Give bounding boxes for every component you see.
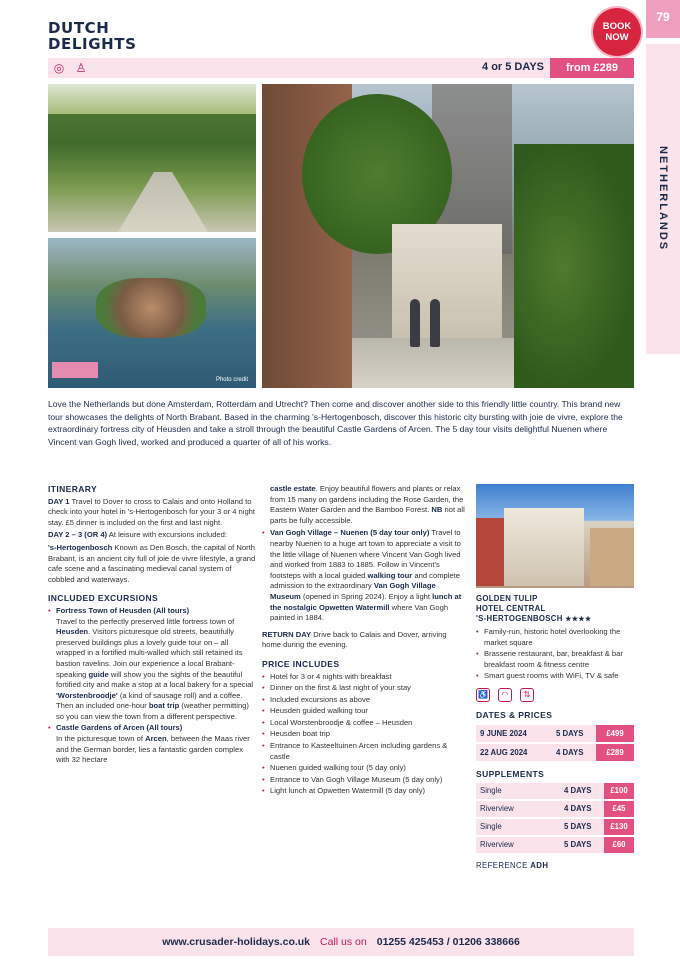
book-now-button[interactable] xyxy=(593,8,641,56)
intro-paragraph: Love the Netherlands but done Amsterdam, Rotterdam and Utrecht? Then come and discover another side to this friendly little country. This brand new tour showcases the delights of North Brabant. Based in the charming 's-Hertogenbosch, discover this historic city bursting with joie de vivre, explore the extraordinary fortress city of Heusden and take a stroll through the beautiful Castle Gardens of Arcen. The 5 day tour visits delightful Nuenen where Vincent van Gogh lived, worked and produced a quarter of all of his works. xyxy=(48,399,623,447)
list-item: • Nuenen guided walking tour (5 day only) xyxy=(262,763,467,774)
supplements-heading: SUPPLEMENTS xyxy=(476,768,545,779)
van-gogh-list xyxy=(262,528,467,623)
list-item: • Family-run, historic hotel overlooking the market square xyxy=(476,627,634,648)
list-item: • Local Worstenbroodje & coffee – Heusden xyxy=(262,718,467,729)
call-label: Call us on xyxy=(320,936,367,948)
hotel-facility-icons xyxy=(476,688,634,702)
list-item: • Light lunch at Opwetten Watermill (5 day only) xyxy=(262,786,467,797)
side-tab-label: NETHERLANDS xyxy=(657,146,669,252)
table-row: 9 JUNE 2024 5 DAYS £499 xyxy=(476,725,634,742)
accessibility-icon: ♿ xyxy=(476,688,490,702)
day1-text: DAY 1 Travel to Dover to cross to Calais and onto Holland to check into your hotel in 's-Hertogenbosch for your 3 or 4 night stay. £5 dinner is included on the first and last night. xyxy=(48,496,256,527)
tour-duration: 4 or 5 DAYS xyxy=(482,61,544,73)
lift-icon: ⇅ xyxy=(520,688,534,702)
book-now-line-1: BOOK xyxy=(602,21,632,32)
title-line-1: DUTCH xyxy=(48,19,110,37)
dates-heading: DATES & PRICES xyxy=(476,709,553,720)
hotel-stars: ★★★★ xyxy=(565,616,592,623)
hotel-features xyxy=(476,627,634,682)
garden-path-photo xyxy=(48,84,256,232)
arcen-continued: castle estate. Enjoy beautiful flowers and plants or relax from 15 many on gardens including the Rose Garden, the Eastern Water Garden and the Bamboo Forest. NB not all parts be fully accessible. xyxy=(270,484,465,525)
list-item: • Included excursions as above xyxy=(262,695,467,706)
walking-icon: ♙ xyxy=(75,61,87,75)
hotel-photo xyxy=(476,484,634,588)
details-column xyxy=(262,484,467,798)
photo-credit: Photo credit xyxy=(215,377,248,383)
list-item: • Castle Gardens of Arcen (All tours) In the picturesque town of Arcen, between the Maas river and the German border, lies a fantastic garden complex with 32 hectare xyxy=(48,723,256,765)
street-scene-photo xyxy=(262,84,634,388)
excursions-list xyxy=(48,606,256,766)
wifi-icon: ◠ xyxy=(498,688,512,702)
page-title xyxy=(48,20,137,52)
table-row: 22 AUG 2024 4 DAYS £289 xyxy=(476,744,634,761)
fortress-aerial-photo xyxy=(48,238,256,388)
hotel-column xyxy=(476,484,634,872)
reference-code: REFERENCE ADH xyxy=(476,861,549,871)
price-from-badge: from £289 xyxy=(550,58,634,78)
return-day: RETURN DAY Drive back to Calais and Dover, arriving home during the evening. xyxy=(262,629,447,650)
hotel-name: GOLDEN TULIP HOTEL CENTRAL 'S-HERTOGENBOSCH ★★★★ xyxy=(476,594,592,623)
list-item: • Fortress Town of Heusden (All tours) Travel to the perfectly preserved little fortress town of Heusden. Visitors picturesque old streets, beautifully preserved buildings plus a lovely guide tour on – all wrapped in a fortified multi-walled which still retained its bastion ravelins. Join our experience a local Brabant-speaking guide will show you the sights of the beautiful fortified city and make a stop at a local bakery for a special 'Worstenbroodje' (a kind of sausage roll) and a coffee. Then an included one-hour boat trip (weather permitting) so you can view the town from a different perspective. xyxy=(48,606,256,723)
price-includes-heading: PRICE INCLUDES xyxy=(262,658,340,669)
table-row: Riverview 4 DAYS £45 xyxy=(476,801,634,817)
coach-icon: ◎ xyxy=(53,61,65,75)
excursions-heading: INCLUDED EXCURSIONS xyxy=(48,593,159,604)
city-description: 's-Hertogenbosch Known as Den Bosch, the capital of North Brabant, is an ancient city full of joie de vivre lifestyle, a grand cafe scene and a fascinating medieval canal system of cobbled and waterways. xyxy=(48,542,256,584)
table-row: Riverview 5 DAYS £60 xyxy=(476,837,634,853)
price-includes-list xyxy=(262,672,467,798)
table-row: Single 4 DAYS £100 xyxy=(476,783,634,799)
book-now-line-2: NOW xyxy=(605,32,629,43)
list-item: • Entrance to Van Gogh Village Museum (5 day only) xyxy=(262,775,467,786)
phone-numbers[interactable]: 01255 425453 / 01206 338666 xyxy=(376,936,520,948)
itinerary-heading: ITINERARY xyxy=(48,484,98,494)
tour-info-bar xyxy=(48,58,634,78)
table-row: Single 5 DAYS £130 xyxy=(476,819,634,835)
photo-tag xyxy=(52,362,98,378)
list-item: • Entrance to Kasteeltuinen Arcen including gardens & castle xyxy=(262,741,467,762)
list-item: • Smart guest rooms with WiFi, TV & safe xyxy=(476,671,634,682)
itinerary-column xyxy=(48,484,256,767)
day2-text: DAY 2 – 3 (OR 4) At leisure with excursions included: xyxy=(48,530,227,540)
footer-bar xyxy=(48,928,634,956)
page-number: 79 xyxy=(646,0,680,38)
list-item: • Hotel for 3 or 4 nights with breakfast xyxy=(262,672,467,683)
list-item: • Dinner on the first & last night of your stay xyxy=(262,683,467,694)
list-item: • Heusden boat trip xyxy=(262,729,467,740)
title-line-2: DELIGHTS xyxy=(48,35,137,53)
list-item: • Heusden guided walking tour xyxy=(262,706,467,717)
list-item: • Brasserie restaurant, bar, breakfast & bar breakfast room & fitness centre xyxy=(476,649,634,670)
list-item: • Van Gogh Village – Nuenen (5 day tour only) Travel to nearby Nuenen to a huge art town to appreciate a visit to the little village of Nuenen where Vincent Van Gogh lived and worked from 1883 to 1885. Follow in Vincent's footsteps with a local guided walking tour and complete admission to the extraordinary Van Gogh Village Museum (opened in Spring 2024). Enjoy a light lunch at the nostalgic Opwetten Watermill where Van Gogh painted in 1884. xyxy=(262,528,467,623)
website-link[interactable]: www.crusader-holidays.co.uk xyxy=(162,936,311,948)
